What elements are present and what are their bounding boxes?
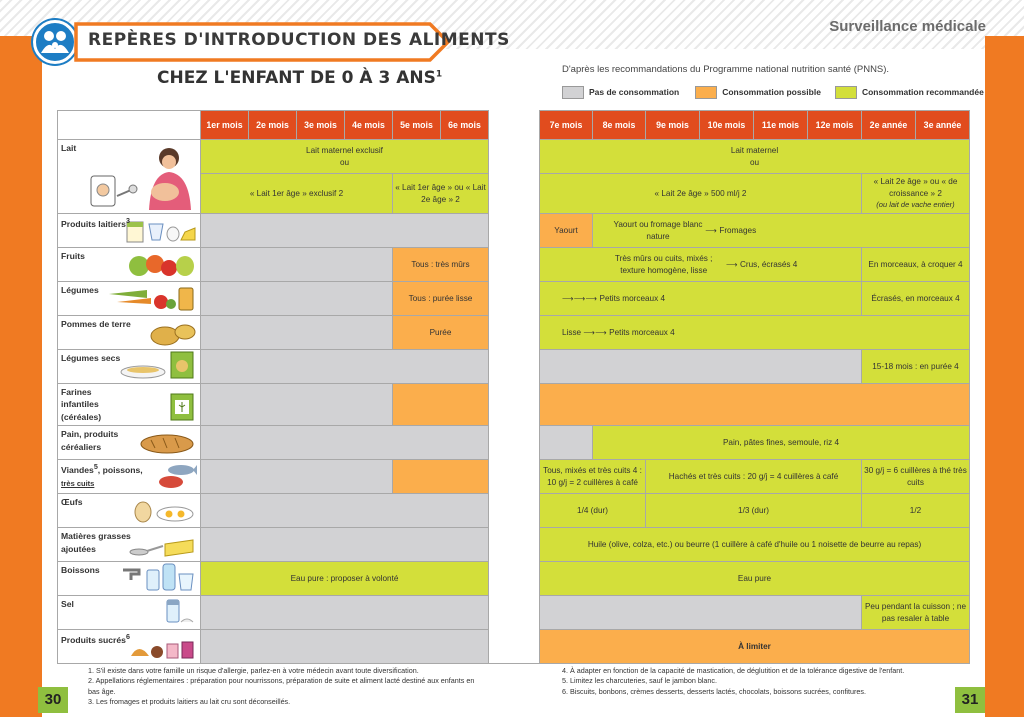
dairy-products-icon xyxy=(125,218,197,244)
viandes-10g-cell: Tous, mixés et très cuits 4 : 10 g/j = 2 cuillères à café xyxy=(540,460,646,494)
matieres-grasses-cell: Huile (olive, colza, etc.) ou beurre (1 cuillère à café d'huile ou 1 noisette de beurre au repas) xyxy=(540,528,970,562)
oeufs-moitie-cell: 1/2 xyxy=(862,494,970,528)
orange-cell xyxy=(393,384,489,426)
gap-cell xyxy=(489,350,540,384)
grey-cell xyxy=(201,426,489,460)
row-label-legumes-secs: Légumes secs xyxy=(58,350,201,384)
bread-icon xyxy=(137,428,197,456)
butter-spoon-icon xyxy=(127,530,197,558)
potato-icon xyxy=(147,320,197,346)
grey-cell xyxy=(201,350,489,384)
gap-cell xyxy=(489,282,540,316)
grey-cell xyxy=(540,350,862,384)
grey-cell xyxy=(201,248,393,282)
month-header: 3e année xyxy=(916,111,970,140)
row-label-pommes-de-terre: Pommes de terre xyxy=(58,316,201,350)
grey-cell xyxy=(201,460,393,494)
month-header: 2e année xyxy=(862,111,916,140)
gap-column xyxy=(489,111,540,140)
grey-cell xyxy=(201,494,489,528)
gap-cell xyxy=(489,630,540,664)
left-frame xyxy=(0,36,42,717)
legend-label-possible: Consommation possible xyxy=(722,87,821,97)
salt-icon xyxy=(161,596,197,626)
month-header: 8e mois xyxy=(593,111,646,140)
gap-cell xyxy=(489,248,540,282)
fruits-mixes-cell: Très mûrs ou cuits, mixés ; texture homogène, lisse ⟶ Crus, écrasés 4 xyxy=(540,248,862,282)
legend-label-none: Pas de consommation xyxy=(589,87,680,97)
row-label-oeufs: Œufs xyxy=(58,494,201,528)
month-header: 2e mois xyxy=(249,111,297,140)
milk-feeding-icon xyxy=(87,146,197,210)
fruits-tres-murs-cell: Tous : très mûrs xyxy=(393,248,489,282)
month-header: 6e mois xyxy=(441,111,489,140)
row-label-lait: Lait xyxy=(58,140,201,214)
row-label-farines: Farines infantiles (céréales) xyxy=(58,384,201,426)
footnote-6: 6. Biscuits, bonbons, crèmes desserts, desserts lactés, chocolats, boissons sucrées, confitures. xyxy=(562,686,867,696)
grey-cell xyxy=(201,630,489,664)
orange-cell xyxy=(540,384,970,426)
oeufs-tiers-cell: 1/3 (dur) xyxy=(646,494,862,528)
month-header: 12e mois xyxy=(808,111,862,140)
row-label-boissons: Boissons xyxy=(58,562,201,596)
row-label-matieres-grasses: Matières grasses ajoutées xyxy=(58,528,201,562)
footnote-1: 1. S'il existe dans votre famille un risque d'allergie, parlez-en à votre médecin avant toute diversification. xyxy=(88,666,419,675)
gap-cell xyxy=(489,316,540,350)
gap-cell xyxy=(489,140,540,214)
meat-fish-icon xyxy=(157,462,197,490)
orange-cell xyxy=(393,460,489,494)
footnote-4: 4. À adapter en fonction de la capacité de mastication, de déglutition et de la tolérance digestive de l'enfant. xyxy=(562,666,905,675)
month-header: 11e mois xyxy=(754,111,808,140)
lait-maternel-exclusif-cell: Lait maternel exclusif ou xyxy=(201,140,489,174)
month-header: 9e mois xyxy=(646,111,700,140)
corner-cell xyxy=(58,111,201,140)
grey-cell xyxy=(201,384,393,426)
legend xyxy=(562,84,984,100)
water-icon xyxy=(117,562,197,592)
legend-label-recommended: Consommation recommandée xyxy=(861,87,984,97)
sweets-icon xyxy=(127,638,197,660)
gap-cell xyxy=(489,528,540,562)
pommes-puree-cell: Purée xyxy=(393,316,489,350)
lait-1er-ou-2e-age-cell: « Lait 1er âge » ou « Lait 2e âge » 2 xyxy=(393,174,489,214)
month-header: 5e mois xyxy=(393,111,441,140)
title-banner xyxy=(74,22,510,62)
footnote-2: 2. Appellations réglementaires : préparation pour nourrissons, préparation de suite et aliment lacté destiné aux enfants en bas âge. xyxy=(88,676,475,696)
footnote-3: 3. Les fromages et produits laitiers au lait cru sont déconseillés. xyxy=(88,697,291,707)
month-header: 4e mois xyxy=(345,111,393,140)
grey-cell xyxy=(540,596,862,630)
yaourt-cell: Yaourt xyxy=(540,214,593,248)
row-label-produits-sucres: Produits sucrés$^6$ xyxy=(58,630,201,664)
right-frame xyxy=(985,36,1024,717)
footnotes-left xyxy=(88,666,478,708)
source-note: D'après les recommandations du Programme national nutrition santé (PNNS). xyxy=(562,64,890,75)
a-limiter-cell: À limiter xyxy=(540,630,970,664)
row-label-legumes: Légumes xyxy=(58,282,201,316)
footnotes-right xyxy=(562,666,967,697)
eau-pure-cell: Eau pure xyxy=(540,562,970,596)
legumes-ecrases-cell: Écrasés, en morceaux 4 xyxy=(862,282,970,316)
lait-maternel-cell: Lait maternel ou xyxy=(540,140,970,174)
legumes-petits-morceaux-cell: ⟶⟶⟶ Petits morceaux 4 xyxy=(540,282,862,316)
month-header: 3e mois xyxy=(297,111,345,140)
dried-legumes-icon xyxy=(117,350,197,380)
gap-cell xyxy=(489,460,540,494)
food-introduction-table xyxy=(57,110,970,664)
footnote-5: 5. Limitez les charcuteries, sauf le jambon blanc. xyxy=(562,676,718,686)
fromages-cell: Yaourt ou fromage blanc nature ⟶ Fromages xyxy=(593,214,970,248)
pain-pates-cell: Pain, pâtes fines, semoule, riz 4 xyxy=(593,426,970,460)
page-subtitle: CHEZ L'ENFANT DE 0 À 3 ANS$^1$ xyxy=(157,68,443,88)
legend-swatch-grey xyxy=(562,86,584,99)
gap-cell xyxy=(489,426,540,460)
gap-cell xyxy=(489,384,540,426)
vegetables-icon xyxy=(107,284,197,312)
page-number-right: 31 xyxy=(955,687,985,713)
eggs-icon xyxy=(131,496,197,524)
gap-cell xyxy=(489,494,540,528)
row-label-pain: Pain, produits céréaliers xyxy=(58,426,201,460)
grey-cell xyxy=(201,316,393,350)
row-label-fruits: Fruits xyxy=(58,248,201,282)
page-title: REPÈRES D'INTRODUCTION DES ALIMENTS xyxy=(88,30,510,50)
legend-swatch-orange xyxy=(695,86,717,99)
family-logo-icon xyxy=(33,20,77,64)
viandes-20g-cell: Hachés et très cuits : 20 g/j = 4 cuillères à café xyxy=(646,460,862,494)
row-label-produits-laitiers: Produits laitiers$^3$ xyxy=(58,214,201,248)
grey-cell xyxy=(201,282,393,316)
gap-cell xyxy=(489,214,540,248)
sel-peu-cell: Peu pendant la cuisson ; ne pas resaler à table xyxy=(862,596,970,630)
oeufs-quart-cell: 1/4 (dur) xyxy=(540,494,646,528)
grey-cell xyxy=(201,214,489,248)
legend-swatch-green xyxy=(835,86,857,99)
fruits-morceaux-cell: En morceaux, à croquer 4 xyxy=(862,248,970,282)
cereal-box-icon xyxy=(167,392,197,422)
section-title: Surveillance médicale xyxy=(829,18,986,35)
row-label-sel: Sel xyxy=(58,596,201,630)
month-header: 1er mois xyxy=(201,111,249,140)
row-label-viandes: Viandes$^5$, poissons, très cuits xyxy=(58,460,201,494)
legumes-secs-puree-cell: 15-18 mois : en purée 4 xyxy=(862,350,970,384)
month-header: 10e mois xyxy=(700,111,754,140)
lait-1er-age-cell: « Lait 1er âge » exclusif 2 xyxy=(201,174,393,214)
gap-cell xyxy=(489,562,540,596)
pommes-petits-morceaux-cell: Lisse ⟶⟶ Petits morceaux 4 xyxy=(540,316,970,350)
grey-cell xyxy=(201,596,489,630)
gap-cell xyxy=(489,596,540,630)
month-header: 7e mois xyxy=(540,111,593,140)
viandes-30g-cell: 30 g/j = 6 cuillères à thé très cuits xyxy=(862,460,970,494)
lait-croissance-cell: « Lait 2e âge » ou « de croissance » 2 (ou lait de vache entier) xyxy=(862,174,970,214)
eau-volonte-cell: Eau pure : proposer à volonté xyxy=(201,562,489,596)
legumes-puree-cell: Tous : purée lisse xyxy=(393,282,489,316)
lait-2e-age-cell: « Lait 2e âge » 500 ml/j 2 xyxy=(540,174,862,214)
fruits-icon xyxy=(125,250,197,278)
grey-cell xyxy=(540,426,593,460)
page-number-left: 30 xyxy=(38,687,68,713)
grey-cell xyxy=(201,528,489,562)
